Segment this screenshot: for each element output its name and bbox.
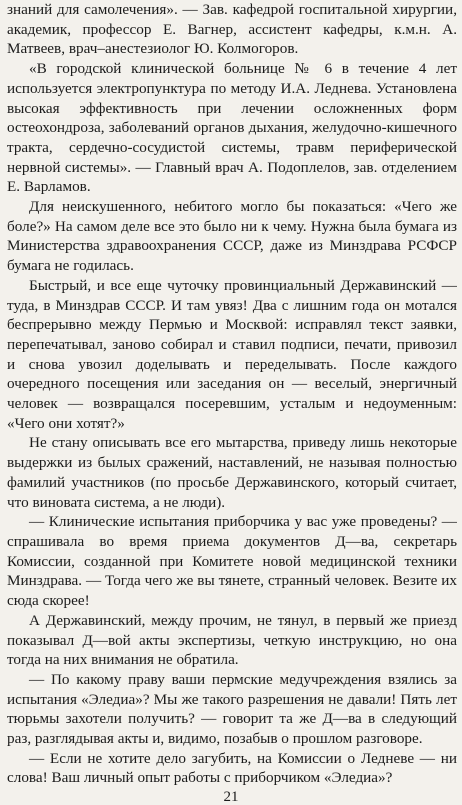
page-number: 21 <box>223 789 239 805</box>
body-text <box>7 0 457 788</box>
paragraph-7: А Державинский, между прочим, не тянул, в первый же приезд показывал Д—вой акты экспертизы, четкую инструкцию, но она тогда на них внимания не обратила. <box>7 611 457 669</box>
paragraph-4: Быстрый, и все еще чуточку провинциальный Державинский — туда, в Минздрав СССР. И там увяз! Два с лишним года он мотался беспрерывно между Пермью и Москвой: исправлял текст заявки, перепечатывал, заново собирал и ставил подписи, печати, привозил и снова увозил доделывать и переделывать. После каждого очередного посещения или заседания он — веселый, энергичный человек — возвращался посеревшим, усталым и недоуменным: «Чего они хотят?» <box>7 276 457 432</box>
paragraph-9: — Если не хотите дело загубить, на Комиссии о Ледневе — ни слова! Ваш личный опыт работы с приборчиком «Эледиа»? <box>7 749 457 787</box>
paragraph-3: Для неискушенного, небитого могло бы показаться: «Чего же боле?» На самом деле все это было ни к чему. Нужна была бумага из Министерства здравоохранения СССР, даже из Минздрава РСФСР бумага не годилась. <box>7 198 457 275</box>
paragraph-5: Не стану описывать все его мытарства, приведу лишь некоторые выдержки из былых сражений, наставлений, не называя полностью фамилий участников (по просьбе Державинского, который считает, что виновата система, а не люди). <box>7 434 457 511</box>
paragraph-1: знаний для самолечения». — Зав. кафедрой госпитальной хирургии, академик, профессор Е. Вагнер, ассистент кафедры, к.м.н. А. Матвеев, врач–анестезиолог Ю. Колмогоров. <box>7 1 457 58</box>
paragraph-6: — Клинические испытания приборчика у вас уже проведены? — спрашивала во время приема документов Д—ва, секретарь Комиссии, созданной при Комитете новой медицинской техники Минздрава. — Тогда чего же вы тянете, странный человек. Везите их сюда скорее! <box>7 513 457 610</box>
paragraph-2: «В городской клинической больнице № 6 в течение 4 лет используется электропунктура по методу И.А. Леднева. Установлена высокая эффективность при лечении осложненных форм остеохондроза, заболеваний органов дыхания, желудочно-кишечного тракта, сердечно-сосудистой системы, травм периферической нервной системы». — Главный врач А. Подоплелов, зав. отделением Е. Варламов. <box>7 60 457 196</box>
paragraph-8: — По какому праву ваши пермские медучреждения взялись за испытания «Эледиа»? Мы же такого разрешения не давали! Пять лет тюрьмы захотели получить? — говорит та же Д—ва в следующий раз, разглядывая акты и, видимо, позабыв о прошлом разговоре. <box>7 670 457 748</box>
book-page <box>7 0 457 800</box>
